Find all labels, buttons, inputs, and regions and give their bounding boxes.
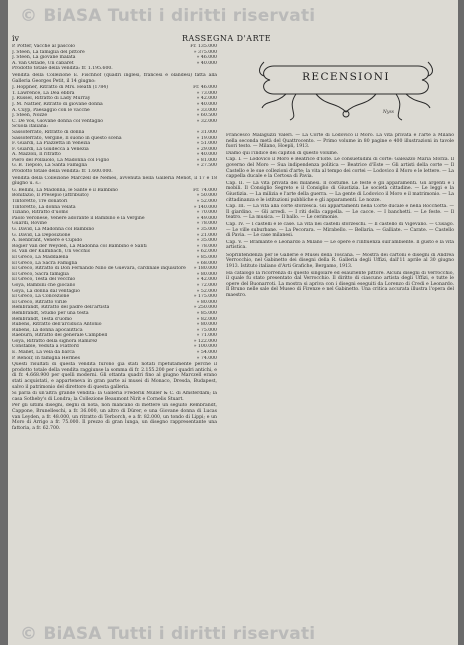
sale-price: » 100.000 (193, 344, 217, 350)
sale-price: » 73.000 (196, 90, 217, 96)
document-page (8, 0, 458, 645)
price-list-top (12, 44, 217, 72)
sale-price: » 21.000 (196, 232, 217, 238)
sale-price: » 51.000 (196, 141, 217, 147)
artwork-title: Rubens, La donna apocalittica (12, 327, 83, 333)
sale-price: » 140.000 (193, 204, 217, 210)
sale-price: » 80.000 (196, 299, 217, 305)
sale-price: Fr. 74.000 (193, 187, 217, 193)
sale-price: » 250.000 (193, 305, 217, 311)
artwork-title: J. Hoppner, Ritratto di Mrs. Heath (1784) (12, 85, 109, 91)
artist-signature: Nyss (382, 110, 394, 115)
watermark-bottom: © BiASA Tutti i diritti riservati (20, 624, 316, 644)
artwork-title: Rubens, Ritratto dell'arciduca Antonio (12, 322, 102, 328)
sale-price: » 85.000 (196, 254, 217, 260)
artwork-title: El Greco, La Concezione (12, 294, 70, 300)
artwork-title: Bonifazio, Il Presepio (attribuito) (12, 193, 89, 199)
chapter-list (226, 157, 454, 251)
sale-price (213, 66, 217, 72)
artwork-title: Guardi, Rovine (12, 221, 47, 227)
price-list-nemes (12, 188, 217, 361)
sale-price: » 40.000 (196, 60, 217, 66)
closing-paragraphs (12, 362, 217, 431)
price-row (12, 66, 217, 72)
artwork-title: Rogier Van der Weyden, La Madonna col Bambino e Santi (12, 243, 147, 249)
sale-price: » 180.000 (193, 266, 217, 272)
sale-price: » 54.000 (196, 350, 217, 356)
artwork-title: P. Potter, Vacche al pascolo (12, 44, 75, 49)
recensioni-cartouche (256, 58, 436, 124)
closing-paragraph: Per gli ultimi disegni, degni di nota, non mancano di mettere un seguito Rembrandt, Cappone, Brunelleschi, a fr. 36.000, un altro di Dürer, e una Giovane donna di Lucas van Leyden, a fr. 48.000, un ritratto di Terborch, e a fr. 82.000, un tondo di Lippi; e un Moro di Arrigo a fr. 75.000. Il prezzo di gran lunga, un disegno rappresentante una fattoria, a fr. 62.700. (12, 403, 217, 431)
artwork-title: A. Isenbrant, Venere e Cupido (12, 238, 83, 244)
sale-price: » 74.000 (196, 355, 217, 361)
sale-fischhof-heading: Vendita della Collezione E. Fischhof (quadri inglesi, francesi e olandesi) fatta alla Galleria Georges Petit, il 14 giugno: (12, 72, 217, 84)
right-column (226, 132, 454, 300)
artwork-title: El Greco, Ritratto virile (12, 299, 67, 305)
watermark-top: © BiASA Tutti i diritti riservati (20, 6, 316, 26)
sale-price: » 78.000 (196, 243, 217, 249)
sale-price: » 52.000 (196, 288, 217, 294)
sale-price: » 40.000 (196, 101, 217, 107)
sale-price: » 52.000 (196, 199, 217, 205)
sale-price: » 375.000 (193, 49, 217, 55)
sale-price: » 81.000 (196, 157, 217, 163)
sale-nemes-heading: Vendita della Collezione Marczell de Nemes, avvenuta nella Galleria Menot, il 17 e 18 giugno u. s.: (12, 175, 217, 187)
sale-price: » 49.000 (196, 215, 217, 221)
artwork-title: F. Guardi, La Piazzetta in Venezia (12, 141, 91, 147)
sale-price: » 70.000 (196, 210, 217, 216)
running-title: RASSEGNA D'ARTE (182, 34, 272, 43)
sale-price: » 46.000 (196, 55, 217, 61)
sale-price: » 40.000 (196, 152, 217, 158)
artwork-title: G. Bellini, La Madonna, le Sante e il Bambino (12, 187, 118, 193)
price-list-fischhof (12, 85, 217, 175)
review-2-text: Ha catalogo la ricorrenza di questo singolare ed esauriente pittore. Alcuni disegni di Verrocchio, il quale fu stato presentato dal Verrocchio. Il diritto di ciascuno artista degli Uffizi, e tutte le opere del Buonarroti. La mostra si apriva con i disegni eseguiti da Lorenzo di Credi e Leonardo. Il Bruno nelle sale del Museo di Firenze e nel Gabinetto. Una critica accurata illustra l'opera del maestro. (226, 270, 454, 299)
recensioni-title: RECENSIONI (302, 71, 390, 83)
artwork-title: El Greco, La Maddalena (12, 254, 69, 260)
artwork-title: El Greco, Sacra famiglia (12, 271, 69, 277)
review-1-citation: Francesco Malaguzzi Valeri. — La Corte di Lodovico il Moro. La vita privata e l'arte a Milano nella seconda metà del Quattrocento. — Primo volume in 80 pagine e 400 illustrazioni in tavole fuori testo. — Milano, Hoepli, 1913. (226, 133, 454, 150)
artwork-title: Constable, Veduta a Flatford (12, 344, 79, 350)
artwork-title: Sassoferrato, Vergine, Il suono in questo scena (12, 135, 122, 141)
artwork-title: G. David, La Madonna col Bambino (12, 227, 95, 232)
sale-price: » 72.000 (196, 282, 217, 288)
artwork-title: Goya, Bambini che giocano (12, 282, 76, 288)
artwork-title: Goya, La donna dal ventaglio (12, 288, 80, 294)
sale-price: » 35.000 (196, 227, 217, 232)
artwork-title: Paolo Veronese, Venere adorante il Bambino e la Vergine (12, 215, 145, 221)
sale-price: » 33.000 (196, 107, 217, 113)
artwork-title: Rembrandt, Studio per una testa (12, 310, 89, 316)
closing-paragraph: Questi risultati di questa vendita furono già stati notati ripetutamente perché il prodotto totale della vendita raggiunse la somma di fr. 2.155.200 per i quadri antichi, e di fr. 4.668.900 per quelli moderni. Gli ottanta quadri fino al giugno Marczell erano stati acquistati, e apparteneva in gran parte ai musei di Monaco, Dresda, Budapest, salvo il patrimonio del direttore di questa galleria. (12, 362, 217, 390)
sale-price: Fr. 46.000 (193, 85, 217, 91)
price-row (12, 169, 217, 175)
artwork-title: Rembrandt, Testa d'uomo (12, 316, 72, 322)
chapter-summary: Cap. I. — Lodovico il Moro e Beatrice d'Este. Le consuetudini di corte: Galeazzo Maria Sforza. Il governo del Moro — Sua indipendenza politica — Beatrice d'Este — Gli artisti della corte — Il Castello e le sue collezioni d'arte; la vita al tempo dei cortei — Lodovico il Moro e le lettere. — La cappella ducale e la Certosa di Pavia. (226, 157, 454, 180)
review-1-intro: Diamo qui l'indice dei capitoli di questo volume. (226, 150, 339, 156)
sale-price: » 60.500 (196, 113, 217, 119)
page-number: iv (12, 34, 20, 43)
artwork-title: El Greco, Ritratto di Don Fernando Niño de Guevara, cardinale inquisitore (12, 266, 186, 272)
sale-price: » 71.000 (196, 333, 217, 339)
sale-price: » 35.000 (196, 238, 217, 244)
sale-price: » 42.000 (196, 96, 217, 102)
sale-price: » 42.000 (196, 277, 217, 283)
sale-price: » 80.000 (196, 322, 217, 328)
artwork-title: A. Cuyp, Paesaggio con le vacche (12, 107, 90, 113)
artwork-title: J. Steen, Nozze (12, 113, 48, 119)
artwork-title: Scuola italiana: (12, 124, 49, 130)
artwork-title: Rembrandt, Ritratto del padre dell'artista (12, 305, 110, 311)
artwork-title: A. Mazzoli, Il ritratto (12, 152, 61, 158)
artwork-title: C. De Vos, Giovane donna col ventaglio (12, 118, 104, 124)
artwork-title: J. Steen, La giovane malata (12, 55, 76, 61)
sale-price: » 122.000 (193, 338, 217, 344)
artwork-title: J. Steen, La famiglia del pittore (12, 49, 85, 55)
chapter-summary: Cap. III. — La vita alla corte sforzesca. Gli appartamenti nella Corte ducale e nella Rocchetta. — Il giardino. — Gli arredi. — I riti della cappella. — Le cacce. — I banchetti. — Le feste. — Il teatro. — La musica. — Il ballo. — Le cerimonie. (226, 204, 454, 221)
chapter-summary: Cap. V. — Bramante e Leonardo a Milano — Le opere e l'influenza sull'ambiente. Il gusto e la vita artistica. (226, 239, 454, 251)
sale-price: » 32.000 (196, 118, 217, 124)
artwork-title: El Greco, La Sacra Famiglia (12, 260, 78, 266)
sale-price: Fr. 135.000 (190, 44, 217, 49)
artwork-title: H. Van der Kulmbach, Un vecchio (12, 249, 91, 255)
sale-price: » 82.000 (196, 316, 217, 322)
artwork-title: Prodotto totale della vendita: fr. 1.195.600. (12, 66, 113, 72)
sale-price: » 68.000 (196, 260, 217, 266)
chapter-summary: Cap. IV. — I castelli e le case. La vita nei castelli sforzeschi. — Il castello di Vigevano. — Cusago. — Le ville suburbane. — La Pecorara. — Mirabello. — Bellaria. — Galliate. — Carate. — Castello di Pavia. — Le case milanesi. (226, 221, 454, 239)
artwork-title: Tintoretto, Tre donatori (12, 199, 68, 205)
left-column (12, 44, 217, 432)
artwork-title: Tintoretto, La donna velata (12, 204, 76, 210)
artwork-title: E. Manet, La vela da barca (12, 350, 75, 356)
price-row (12, 356, 217, 362)
artwork-title: Piero del Pollaiolo, La Madonna col Figlio (12, 157, 110, 163)
artwork-title: Goya, Ritratto della signora Ramirez (12, 338, 98, 344)
artwork-title: T. Lawrence, La Dea ebbra (12, 90, 75, 96)
artwork-title: J. Russel, Ritratto di Lady Murray (12, 96, 91, 102)
sale-price: » 62.000 (196, 249, 217, 255)
closing-paragraph: Si parla di un'altra grande vendita: la Galleria Frederik Muller & C. di Amsterdam; la casa Sotheby's di Londra; la Collezione Beaumont Nirit e Cornelis Stuart. (12, 391, 217, 402)
artwork-title: J. M. Nattier, Ritratto di giovane donna (12, 101, 103, 107)
sale-price: » 78.000 (196, 221, 217, 227)
sale-price: » 175.000 (193, 294, 217, 300)
sale-price: » 75.000 (196, 327, 217, 333)
ornamental-frame-icon (256, 58, 436, 124)
artwork-title: P. Renoir, In famiglia Hermès (12, 355, 80, 361)
sale-price: » 50.000 (196, 193, 217, 199)
sale-price: » 27.500 (196, 163, 217, 169)
artwork-title: F. Guardi, La Giudecca a Venezia (12, 146, 89, 152)
artwork-title: G. David, La Deposizione (12, 232, 71, 238)
sale-price: » 85.000 (196, 310, 217, 316)
artwork-title: Sassoferrato, Ritratto di donna (12, 129, 85, 135)
review-2-citation: Soprintendenza per le Gallerie e Musei della Toscana. — Mostra dei cartoni e disegni di Andrea Verrocchio, nel Gabinetto dei disegni della R. Galleria degli Uffizi, dall'11 aprile al 30 giugno 1913. Istituto italiano d'Arti Grafiche, Bergamo, 1913. (226, 252, 454, 270)
chapter-summary: Cap. II. — La vita privata dei milanesi. Il costume. Le feste e gli apparamenti. Gli argenti e i mobili. Il Consiglio Segreto e il Consiglio di Giustizia. Le società cittadine. — Le leggi e la Giustizia. — La milizia e l'arte della guerra. — La gente di Lodovico il Moro e il matrimonio. — La cittadinanza e le istituzioni pubbliche e gli apparamenti. Le nozze. (226, 180, 454, 203)
artwork-title: G. B. Tiepolo, La Santa Famiglia (12, 163, 88, 169)
sale-price (213, 169, 217, 175)
sale-price: » 80.000 (196, 271, 217, 277)
artwork-title: Prodotto totale della vendita: fr. 1.600.000. (12, 169, 113, 175)
sale-price: » 19.000 (196, 135, 217, 141)
sale-price: » 31.000 (196, 129, 217, 135)
sale-price: » 29.000 (196, 146, 217, 152)
artwork-title: El Greco, Testa del vecchio (12, 277, 76, 283)
artwork-title: A. Van Ostade, Un cabaret (12, 60, 74, 66)
artwork-title: Tiziano, Ritratto d'uomo (12, 210, 69, 216)
artwork-title: Raeburn, Ritratto del generale Campbell (12, 333, 108, 339)
